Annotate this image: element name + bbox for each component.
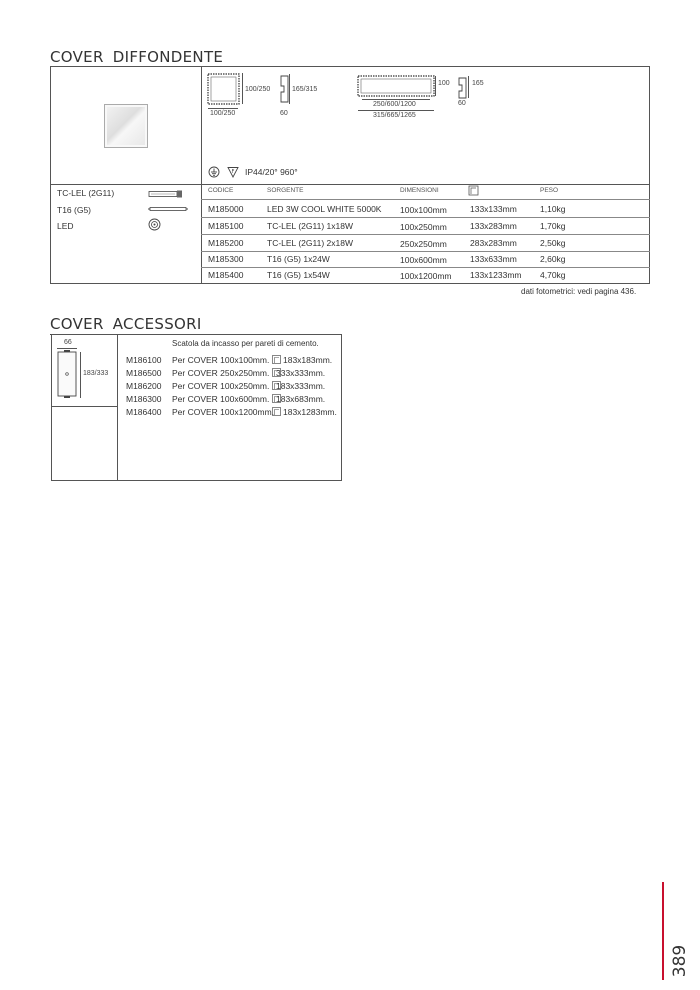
accessory-image-divider (51, 406, 118, 407)
lamp-label-led: LED (57, 221, 74, 231)
table-row-1-sorgente: LED 3W COOL WHITE 5000K (267, 204, 382, 214)
table-row-4-line (201, 267, 650, 268)
ratings-text: IP44/20° 960° (245, 167, 298, 177)
accessory-row-1-desc: Per COVER 100x100mm. (172, 355, 270, 365)
table-row-1-codice: M185000 (208, 204, 244, 214)
square-depth-dim-line (289, 74, 290, 104)
rect-outer-dim: 315/665/1265 (373, 112, 416, 119)
table-row-5-cutout: 133x1233mm (470, 270, 522, 280)
table-header-codice: CODICE (208, 187, 234, 194)
table-row-1-peso: 1,10kg (540, 204, 566, 214)
rect-outer-dim-line (358, 110, 434, 111)
image-table-divider (50, 184, 650, 185)
table-row-3-line (201, 251, 650, 252)
table-row-1-dimensioni: 100x100mm (400, 205, 447, 215)
accessory-row-5-size: 183x1283mm. (283, 407, 337, 417)
rect-depth-dim-line (468, 76, 469, 98)
cutout-icon-row-1 (272, 355, 282, 365)
table-row-3-dimensioni: 250x250mm (400, 239, 447, 249)
accessory-row-1-codice: M186100 (126, 355, 162, 365)
box-height-dim-line (80, 352, 81, 398)
accessory-row-4-size: 183x683mm. (276, 394, 326, 404)
accessory-row-2-size: 333x333mm. (276, 368, 326, 378)
product-image (104, 104, 148, 148)
box-height-dim: 183/333 (83, 370, 109, 377)
accessory-row-5-desc: Per COVER 100x1200mm. (172, 407, 275, 417)
box-width-dim: 66 (64, 339, 72, 346)
concrete-box-drawing (56, 350, 80, 400)
table-row-4-codice: M185300 (208, 254, 244, 264)
lamp-label-t16: T16 (G5) (57, 205, 92, 215)
accessory-row-4-desc: Per COVER 100x600mm. (172, 394, 270, 404)
table-row-2-dimensioni: 100x250mm (400, 222, 447, 232)
table-row-3-peso: 2,50kg (540, 238, 566, 248)
accessory-row-2-codice: M186500 (126, 368, 162, 378)
box-width-dim-line (57, 348, 77, 349)
table-row-2-cutout: 133x283mm (470, 221, 517, 231)
rect-height-dim: 100 (438, 80, 450, 87)
square-side-dim: 100/250 (245, 86, 271, 93)
table-header-dimensioni: DIMENSIONI (400, 187, 439, 194)
accessory-row-3-size: 183x333mm. (276, 381, 326, 391)
led-icon (148, 218, 161, 231)
accessory-heading: Scatola da incasso per pareti di cemento. (172, 339, 319, 348)
rect-height-dim-line (435, 76, 436, 96)
accessory-row-2-desc: Per COVER 250x250mm. (172, 368, 270, 378)
rect-depth-bottom-dim: 60 (458, 100, 466, 107)
accessory-frame-divider (117, 334, 118, 481)
accessory-row-1-size: 183x183mm. (283, 355, 333, 365)
table-row-5-dimensioni: 100x1200mm (400, 271, 452, 281)
table-row-4-sorgente: T16 (G5) 1x24W (267, 254, 330, 264)
accessory-row-4-codice: M186300 (126, 394, 162, 404)
f-mark-triangle-icon (227, 166, 239, 178)
cutout-icon-row-5 (272, 407, 282, 417)
table-row-5-codice: M185400 (208, 270, 244, 280)
cutout-dimension-icon (468, 185, 480, 196)
square-bottom-dim: 100/250 (210, 110, 236, 117)
square-depth-dim: 165/315 (292, 86, 318, 93)
accessory-row-3-codice: M186200 (126, 381, 162, 391)
table-row-3-codice: M185200 (208, 238, 244, 248)
table-row-2-line (201, 234, 650, 235)
accessory-row-5-codice: M186400 (126, 407, 162, 417)
table-row-2-codice: M185100 (208, 221, 244, 231)
lamp-label-tc-lel: TC-LEL (2G11) (57, 188, 115, 198)
square-dim-line (242, 73, 243, 104)
section-title-accessori: COVER ACCESSORI (50, 315, 202, 333)
square-bottom-dim-line (208, 108, 238, 109)
table-row-3-sorgente: TC-LEL (2G11) 2x18W (267, 238, 353, 248)
table-row-1-line (201, 217, 650, 218)
photometric-footnote: dati fotometrici: vedi pagina 436. (521, 287, 637, 296)
table-row-2-peso: 1,70kg (540, 221, 566, 231)
rect-inner-dim-line (362, 99, 430, 100)
table-header-peso: PESO (540, 187, 559, 194)
table-row-2-sorgente: TC-LEL (2G11) 1x18W (267, 221, 353, 231)
section-title-diffondente: COVER DIFFONDENTE (50, 48, 224, 66)
linear-lamp-icon (148, 205, 188, 213)
page-number: 389 (670, 944, 690, 978)
rectangle-front-drawing (356, 74, 436, 98)
table-row-4-cutout: 133x633mm (470, 254, 517, 264)
accessory-row-3-desc: Per COVER 100x250mm. (172, 381, 270, 391)
table-row-5-peso: 4,70kg (540, 270, 566, 280)
page-number-accent-bar (662, 882, 664, 980)
table-row-4-dimensioni: 100x600mm (400, 255, 447, 265)
square-depth-bottom-dim: 60 (280, 110, 288, 117)
tube-lamp-icon (148, 190, 184, 198)
table-row-1-cutout: 133x133mm (470, 204, 517, 214)
svg-text:F: F (231, 169, 235, 175)
earth-ground-icon (208, 166, 220, 178)
table-header-sorgente: SORGENTE (267, 187, 304, 194)
rect-depth-dim: 165 (472, 80, 484, 87)
table-row-3-cutout: 283x283mm (470, 238, 517, 248)
square-front-drawing (205, 72, 245, 108)
rect-inner-dim: 250/600/1200 (373, 101, 416, 108)
table-row-5-sorgente: T16 (G5) 1x54W (267, 270, 330, 280)
table-header-line (201, 199, 650, 200)
table-row-4-peso: 2,60kg (540, 254, 566, 264)
